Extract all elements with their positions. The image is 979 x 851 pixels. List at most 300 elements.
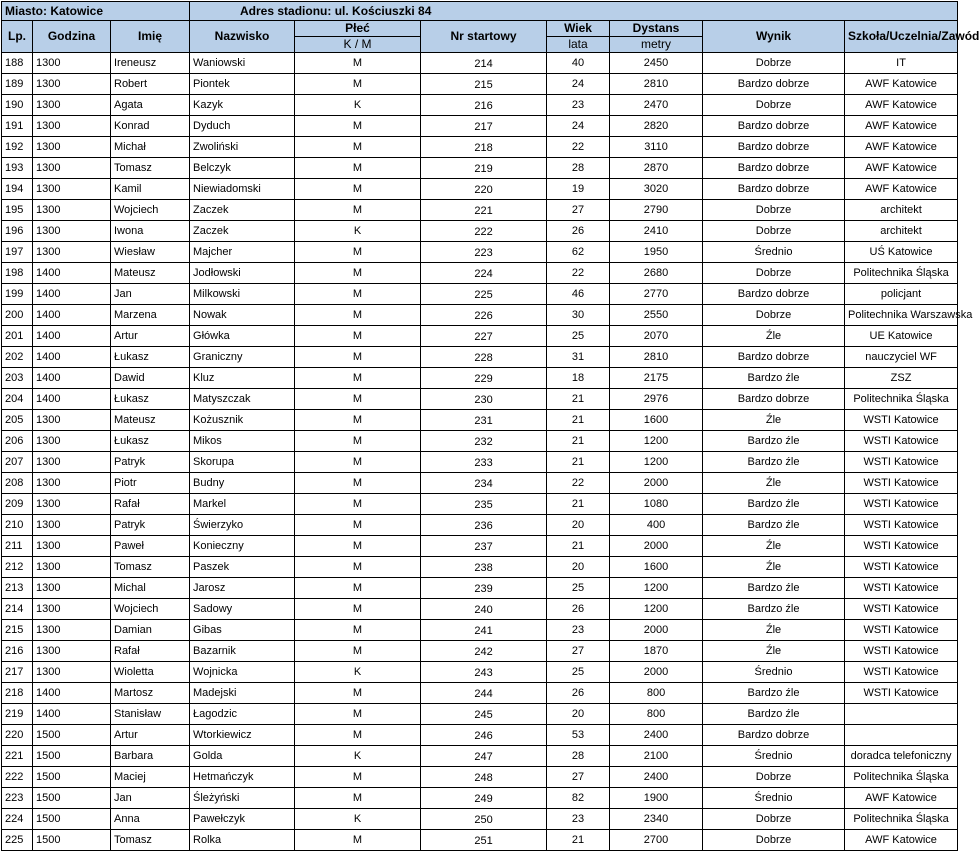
cell-start-no[interactable]: 219 xyxy=(421,158,547,179)
cell-first-name[interactable]: Konrad xyxy=(111,116,190,137)
cell-start-no[interactable]: 232 xyxy=(421,431,547,452)
cell-first-name[interactable]: Wioletta xyxy=(111,662,190,683)
cell-last-name[interactable]: Zaczek xyxy=(190,200,295,221)
cell-sex[interactable]: M xyxy=(295,725,421,746)
cell-first-name[interactable]: Barbara xyxy=(111,746,190,767)
cell-time[interactable]: 1300 xyxy=(33,179,111,200)
cell-age[interactable]: 62 xyxy=(547,242,610,263)
cell-sex[interactable]: M xyxy=(295,74,421,95)
cell-time[interactable]: 1300 xyxy=(33,641,111,662)
cell-result[interactable]: Bardzo dobrze xyxy=(703,725,845,746)
cell-lp[interactable]: 209 xyxy=(2,494,33,515)
cell-school[interactable]: WSTI Katowice xyxy=(845,431,958,452)
cell-last-name[interactable]: Konieczny xyxy=(190,536,295,557)
cell-age[interactable]: 22 xyxy=(547,473,610,494)
cell-start-no[interactable]: 249 xyxy=(421,788,547,809)
cell-school[interactable]: IT xyxy=(845,53,958,74)
cell-age[interactable]: 22 xyxy=(547,263,610,284)
cell-sex[interactable]: M xyxy=(295,305,421,326)
cell-last-name[interactable]: Waniowski xyxy=(190,53,295,74)
cell-school[interactable]: WSTI Katowice xyxy=(845,641,958,662)
cell-time[interactable]: 1400 xyxy=(33,368,111,389)
cell-school[interactable]: WSTI Katowice xyxy=(845,536,958,557)
cell-result[interactable]: Dobrze xyxy=(703,221,845,242)
cell-last-name[interactable]: Budny xyxy=(190,473,295,494)
cell-time[interactable]: 1300 xyxy=(33,431,111,452)
cell-lp[interactable]: 202 xyxy=(2,347,33,368)
cell-lp[interactable]: 196 xyxy=(2,221,33,242)
cell-start-no[interactable]: 222 xyxy=(421,221,547,242)
cell-start-no[interactable]: 228 xyxy=(421,347,547,368)
cell-lp[interactable]: 204 xyxy=(2,389,33,410)
cell-sex[interactable]: M xyxy=(295,473,421,494)
cell-time[interactable]: 1400 xyxy=(33,389,111,410)
cell-sex[interactable]: M xyxy=(295,410,421,431)
cell-first-name[interactable]: Rafał xyxy=(111,641,190,662)
cell-age[interactable]: 30 xyxy=(547,305,610,326)
cell-first-name[interactable]: Kamil xyxy=(111,179,190,200)
cell-sex[interactable]: M xyxy=(295,557,421,578)
cell-school[interactable]: policjant xyxy=(845,284,958,305)
cell-lp[interactable]: 195 xyxy=(2,200,33,221)
cell-first-name[interactable]: Patryk xyxy=(111,452,190,473)
cell-result[interactable]: Bardzo dobrze xyxy=(703,137,845,158)
cell-time[interactable]: 1300 xyxy=(33,494,111,515)
cell-start-no[interactable]: 215 xyxy=(421,74,547,95)
cell-last-name[interactable]: Hetmańczyk xyxy=(190,767,295,788)
cell-school[interactable]: AWF Katowice xyxy=(845,179,958,200)
cell-lp[interactable]: 219 xyxy=(2,704,33,725)
cell-start-no[interactable]: 243 xyxy=(421,662,547,683)
cell-school[interactable]: WSTI Katowice xyxy=(845,620,958,641)
cell-distance[interactable]: 3110 xyxy=(610,137,703,158)
cell-lp[interactable]: 216 xyxy=(2,641,33,662)
cell-last-name[interactable]: Niewiadomski xyxy=(190,179,295,200)
cell-first-name[interactable]: Artur xyxy=(111,326,190,347)
cell-lp[interactable]: 224 xyxy=(2,809,33,830)
cell-distance[interactable]: 2770 xyxy=(610,284,703,305)
cell-age[interactable]: 82 xyxy=(547,788,610,809)
cell-time[interactable]: 1300 xyxy=(33,95,111,116)
cell-school[interactable] xyxy=(845,725,958,746)
cell-school[interactable]: AWF Katowice xyxy=(845,95,958,116)
cell-school[interactable]: AWF Katowice xyxy=(845,158,958,179)
cell-distance[interactable]: 2175 xyxy=(610,368,703,389)
cell-start-no[interactable]: 240 xyxy=(421,599,547,620)
cell-first-name[interactable]: Jan xyxy=(111,788,190,809)
cell-distance[interactable]: 1200 xyxy=(610,578,703,599)
cell-start-no[interactable]: 239 xyxy=(421,578,547,599)
cell-start-no[interactable]: 245 xyxy=(421,704,547,725)
cell-distance[interactable]: 400 xyxy=(610,515,703,536)
cell-sex[interactable]: M xyxy=(295,116,421,137)
cell-age[interactable]: 24 xyxy=(547,74,610,95)
cell-first-name[interactable]: Ireneusz xyxy=(111,53,190,74)
cell-school[interactable]: WSTI Katowice xyxy=(845,662,958,683)
cell-sex[interactable]: M xyxy=(295,830,421,851)
cell-lp[interactable]: 190 xyxy=(2,95,33,116)
cell-last-name[interactable]: Dyduch xyxy=(190,116,295,137)
cell-sex[interactable]: M xyxy=(295,704,421,725)
cell-result[interactable]: Dobrze xyxy=(703,95,845,116)
cell-result[interactable]: Źle xyxy=(703,620,845,641)
cell-time[interactable]: 1500 xyxy=(33,746,111,767)
cell-sex[interactable]: M xyxy=(295,578,421,599)
cell-school[interactable]: WSTI Katowice xyxy=(845,452,958,473)
cell-distance[interactable]: 1900 xyxy=(610,788,703,809)
cell-start-no[interactable]: 242 xyxy=(421,641,547,662)
cell-last-name[interactable]: Madejski xyxy=(190,683,295,704)
cell-start-no[interactable]: 233 xyxy=(421,452,547,473)
cell-first-name[interactable]: Wojciech xyxy=(111,200,190,221)
cell-distance[interactable]: 3020 xyxy=(610,179,703,200)
cell-sex[interactable]: M xyxy=(295,536,421,557)
cell-distance[interactable]: 2450 xyxy=(610,53,703,74)
cell-last-name[interactable]: Śleżyński xyxy=(190,788,295,809)
cell-start-no[interactable]: 248 xyxy=(421,767,547,788)
cell-school[interactable] xyxy=(845,704,958,725)
cell-distance[interactable]: 1600 xyxy=(610,557,703,578)
cell-lp[interactable]: 208 xyxy=(2,473,33,494)
cell-result[interactable]: Dobrze xyxy=(703,53,845,74)
cell-sex[interactable]: M xyxy=(295,494,421,515)
cell-school[interactable]: WSTI Katowice xyxy=(845,557,958,578)
cell-sex[interactable]: M xyxy=(295,767,421,788)
cell-time[interactable]: 1400 xyxy=(33,284,111,305)
cell-sex[interactable]: M xyxy=(295,389,421,410)
cell-last-name[interactable]: Kluz xyxy=(190,368,295,389)
cell-age[interactable]: 21 xyxy=(547,830,610,851)
cell-distance[interactable]: 2100 xyxy=(610,746,703,767)
cell-lp[interactable]: 225 xyxy=(2,830,33,851)
cell-distance[interactable]: 1870 xyxy=(610,641,703,662)
cell-time[interactable]: 1300 xyxy=(33,74,111,95)
cell-distance[interactable]: 2400 xyxy=(610,725,703,746)
cell-school[interactable]: AWF Katowice xyxy=(845,788,958,809)
cell-last-name[interactable]: Skorupa xyxy=(190,452,295,473)
cell-first-name[interactable]: Wiesław xyxy=(111,242,190,263)
cell-time[interactable]: 1300 xyxy=(33,410,111,431)
cell-distance[interactable]: 1200 xyxy=(610,599,703,620)
cell-school[interactable]: AWF Katowice xyxy=(845,74,958,95)
cell-sex[interactable]: M xyxy=(295,515,421,536)
cell-sex[interactable]: M xyxy=(295,641,421,662)
cell-school[interactable]: nauczyciel WF xyxy=(845,347,958,368)
cell-first-name[interactable]: Stanisław xyxy=(111,704,190,725)
cell-last-name[interactable]: Gibas xyxy=(190,620,295,641)
cell-lp[interactable]: 215 xyxy=(2,620,33,641)
cell-result[interactable]: Bardzo dobrze xyxy=(703,179,845,200)
cell-age[interactable]: 31 xyxy=(547,347,610,368)
cell-start-no[interactable]: 250 xyxy=(421,809,547,830)
cell-age[interactable]: 25 xyxy=(547,578,610,599)
cell-lp[interactable]: 197 xyxy=(2,242,33,263)
cell-time[interactable]: 1300 xyxy=(33,578,111,599)
cell-result[interactable]: Dobrze xyxy=(703,263,845,284)
cell-age[interactable]: 18 xyxy=(547,368,610,389)
cell-sex[interactable]: M xyxy=(295,284,421,305)
cell-start-no[interactable]: 218 xyxy=(421,137,547,158)
cell-sex[interactable]: M xyxy=(295,158,421,179)
cell-start-no[interactable]: 216 xyxy=(421,95,547,116)
cell-result[interactable]: Dobrze xyxy=(703,809,845,830)
cell-sex[interactable]: M xyxy=(295,347,421,368)
cell-distance[interactable]: 2680 xyxy=(610,263,703,284)
cell-school[interactable]: AWF Katowice xyxy=(845,830,958,851)
cell-age[interactable]: 23 xyxy=(547,620,610,641)
cell-age[interactable]: 20 xyxy=(547,704,610,725)
cell-start-no[interactable]: 247 xyxy=(421,746,547,767)
cell-distance[interactable]: 2000 xyxy=(610,473,703,494)
cell-first-name[interactable]: Piotr xyxy=(111,473,190,494)
cell-age[interactable]: 24 xyxy=(547,116,610,137)
cell-age[interactable]: 26 xyxy=(547,221,610,242)
cell-time[interactable]: 1500 xyxy=(33,767,111,788)
cell-school[interactable]: WSTI Katowice xyxy=(845,578,958,599)
cell-sex[interactable]: K xyxy=(295,221,421,242)
cell-school[interactable]: UŚ Katowice xyxy=(845,242,958,263)
cell-sex[interactable]: M xyxy=(295,242,421,263)
cell-lp[interactable]: 220 xyxy=(2,725,33,746)
cell-school[interactable]: WSTI Katowice xyxy=(845,410,958,431)
cell-result[interactable]: Bardzo źle xyxy=(703,704,845,725)
cell-first-name[interactable]: Iwona xyxy=(111,221,190,242)
cell-distance[interactable]: 2810 xyxy=(610,347,703,368)
cell-sex[interactable]: K xyxy=(295,95,421,116)
cell-school[interactable]: Politechnika Śląska xyxy=(845,389,958,410)
cell-result[interactable]: Średnio xyxy=(703,242,845,263)
cell-age[interactable]: 25 xyxy=(547,662,610,683)
cell-distance[interactable]: 2410 xyxy=(610,221,703,242)
cell-first-name[interactable]: Michal xyxy=(111,578,190,599)
cell-time[interactable]: 1500 xyxy=(33,809,111,830)
cell-distance[interactable]: 800 xyxy=(610,704,703,725)
cell-age[interactable]: 28 xyxy=(547,158,610,179)
cell-distance[interactable]: 2070 xyxy=(610,326,703,347)
cell-result[interactable]: Bardzo dobrze xyxy=(703,347,845,368)
cell-age[interactable]: 26 xyxy=(547,599,610,620)
cell-lp[interactable]: 212 xyxy=(2,557,33,578)
cell-result[interactable]: Bardzo źle xyxy=(703,452,845,473)
cell-distance[interactable]: 2810 xyxy=(610,74,703,95)
cell-last-name[interactable]: Belczyk xyxy=(190,158,295,179)
cell-result[interactable]: Bardzo dobrze xyxy=(703,284,845,305)
cell-sex[interactable]: M xyxy=(295,53,421,74)
cell-time[interactable]: 1300 xyxy=(33,473,111,494)
cell-lp[interactable]: 221 xyxy=(2,746,33,767)
cell-sex[interactable]: K xyxy=(295,662,421,683)
cell-lp[interactable]: 188 xyxy=(2,53,33,74)
cell-sex[interactable]: M xyxy=(295,368,421,389)
cell-lp[interactable]: 200 xyxy=(2,305,33,326)
cell-start-no[interactable]: 223 xyxy=(421,242,547,263)
cell-school[interactable]: AWF Katowice xyxy=(845,137,958,158)
cell-lp[interactable]: 203 xyxy=(2,368,33,389)
cell-school[interactable]: WSTI Katowice xyxy=(845,599,958,620)
cell-sex[interactable]: M xyxy=(295,137,421,158)
cell-first-name[interactable]: Mateusz xyxy=(111,410,190,431)
cell-start-no[interactable]: 229 xyxy=(421,368,547,389)
cell-lp[interactable]: 210 xyxy=(2,515,33,536)
cell-result[interactable]: Źle xyxy=(703,326,845,347)
cell-age[interactable]: 21 xyxy=(547,452,610,473)
cell-distance[interactable]: 1600 xyxy=(610,410,703,431)
cell-distance[interactable]: 800 xyxy=(610,683,703,704)
cell-first-name[interactable]: Łukasz xyxy=(111,347,190,368)
cell-first-name[interactable]: Agata xyxy=(111,95,190,116)
cell-last-name[interactable]: Wojnicka xyxy=(190,662,295,683)
cell-first-name[interactable]: Damian xyxy=(111,620,190,641)
cell-time[interactable]: 1300 xyxy=(33,137,111,158)
cell-start-no[interactable]: 230 xyxy=(421,389,547,410)
cell-distance[interactable]: 2470 xyxy=(610,95,703,116)
cell-start-no[interactable]: 231 xyxy=(421,410,547,431)
cell-start-no[interactable]: 237 xyxy=(421,536,547,557)
cell-sex[interactable]: M xyxy=(295,620,421,641)
cell-last-name[interactable]: Jarosz xyxy=(190,578,295,599)
cell-start-no[interactable]: 221 xyxy=(421,200,547,221)
cell-last-name[interactable]: Majcher xyxy=(190,242,295,263)
cell-school[interactable]: WSTI Katowice xyxy=(845,683,958,704)
cell-distance[interactable]: 2976 xyxy=(610,389,703,410)
cell-school[interactable]: Politechnika Śląska xyxy=(845,263,958,284)
cell-first-name[interactable]: Patryk xyxy=(111,515,190,536)
cell-time[interactable]: 1400 xyxy=(33,263,111,284)
cell-start-no[interactable]: 226 xyxy=(421,305,547,326)
cell-time[interactable]: 1300 xyxy=(33,557,111,578)
cell-first-name[interactable]: Martosz xyxy=(111,683,190,704)
cell-distance[interactable]: 1200 xyxy=(610,431,703,452)
cell-result[interactable]: Źle xyxy=(703,473,845,494)
cell-lp[interactable]: 191 xyxy=(2,116,33,137)
cell-distance[interactable]: 2000 xyxy=(610,536,703,557)
cell-time[interactable]: 1300 xyxy=(33,599,111,620)
cell-time[interactable]: 1500 xyxy=(33,725,111,746)
cell-first-name[interactable]: Tomasz xyxy=(111,557,190,578)
cell-distance[interactable]: 1200 xyxy=(610,452,703,473)
cell-result[interactable]: Średnio xyxy=(703,746,845,767)
cell-distance[interactable]: 2000 xyxy=(610,620,703,641)
cell-result[interactable]: Bardzo źle xyxy=(703,494,845,515)
cell-time[interactable]: 1300 xyxy=(33,200,111,221)
cell-result[interactable]: Bardzo źle xyxy=(703,515,845,536)
cell-lp[interactable]: 198 xyxy=(2,263,33,284)
cell-last-name[interactable]: Zaczek xyxy=(190,221,295,242)
cell-last-name[interactable]: Nowak xyxy=(190,305,295,326)
cell-school[interactable]: WSTI Katowice xyxy=(845,494,958,515)
cell-lp[interactable]: 222 xyxy=(2,767,33,788)
cell-school[interactable]: doradca telefoniczny xyxy=(845,746,958,767)
cell-last-name[interactable]: Pawełczyk xyxy=(190,809,295,830)
cell-school[interactable]: architekt xyxy=(845,221,958,242)
cell-sex[interactable]: M xyxy=(295,599,421,620)
cell-distance[interactable]: 1950 xyxy=(610,242,703,263)
cell-first-name[interactable]: Rafał xyxy=(111,494,190,515)
cell-lp[interactable]: 206 xyxy=(2,431,33,452)
cell-first-name[interactable]: Artur xyxy=(111,725,190,746)
cell-age[interactable]: 46 xyxy=(547,284,610,305)
cell-first-name[interactable]: Paweł xyxy=(111,536,190,557)
cell-lp[interactable]: 193 xyxy=(2,158,33,179)
cell-result[interactable]: Bardzo źle xyxy=(703,599,845,620)
cell-lp[interactable]: 213 xyxy=(2,578,33,599)
cell-start-no[interactable]: 225 xyxy=(421,284,547,305)
cell-last-name[interactable]: Zwoliński xyxy=(190,137,295,158)
cell-school[interactable]: Politechnika Warszawska xyxy=(845,305,958,326)
cell-school[interactable]: Politechnika Śląska xyxy=(845,767,958,788)
cell-time[interactable]: 1300 xyxy=(33,452,111,473)
cell-first-name[interactable]: Tomasz xyxy=(111,830,190,851)
cell-age[interactable]: 23 xyxy=(547,809,610,830)
cell-distance[interactable]: 2400 xyxy=(610,767,703,788)
cell-lp[interactable]: 189 xyxy=(2,74,33,95)
cell-sex[interactable]: M xyxy=(295,326,421,347)
cell-start-no[interactable]: 227 xyxy=(421,326,547,347)
cell-age[interactable]: 21 xyxy=(547,494,610,515)
cell-sex[interactable]: M xyxy=(295,200,421,221)
cell-last-name[interactable]: Paszek xyxy=(190,557,295,578)
cell-age[interactable]: 21 xyxy=(547,389,610,410)
cell-time[interactable]: 1300 xyxy=(33,116,111,137)
cell-first-name[interactable]: Łukasz xyxy=(111,431,190,452)
cell-time[interactable]: 1500 xyxy=(33,830,111,851)
cell-time[interactable]: 1300 xyxy=(33,221,111,242)
cell-first-name[interactable]: Marzena xyxy=(111,305,190,326)
cell-age[interactable]: 20 xyxy=(547,515,610,536)
cell-lp[interactable]: 201 xyxy=(2,326,33,347)
cell-first-name[interactable]: Mateusz xyxy=(111,263,190,284)
cell-start-no[interactable]: 224 xyxy=(421,263,547,284)
cell-last-name[interactable]: Milkowski xyxy=(190,284,295,305)
cell-start-no[interactable]: 251 xyxy=(421,830,547,851)
cell-time[interactable]: 1300 xyxy=(33,662,111,683)
cell-last-name[interactable]: Kożusznik xyxy=(190,410,295,431)
cell-result[interactable]: Źle xyxy=(703,536,845,557)
cell-last-name[interactable]: Mikos xyxy=(190,431,295,452)
cell-result[interactable]: Bardzo źle xyxy=(703,368,845,389)
cell-sex[interactable]: M xyxy=(295,431,421,452)
cell-start-no[interactable]: 246 xyxy=(421,725,547,746)
cell-school[interactable]: architekt xyxy=(845,200,958,221)
cell-time[interactable]: 1400 xyxy=(33,704,111,725)
cell-start-no[interactable]: 241 xyxy=(421,620,547,641)
cell-time[interactable]: 1300 xyxy=(33,158,111,179)
cell-last-name[interactable]: Łagodzic xyxy=(190,704,295,725)
cell-age[interactable]: 21 xyxy=(547,431,610,452)
cell-distance[interactable]: 2790 xyxy=(610,200,703,221)
cell-school[interactable]: WSTI Katowice xyxy=(845,473,958,494)
cell-result[interactable]: Źle xyxy=(703,557,845,578)
cell-last-name[interactable]: Matyszczak xyxy=(190,389,295,410)
cell-school[interactable]: AWF Katowice xyxy=(845,116,958,137)
cell-start-no[interactable]: 235 xyxy=(421,494,547,515)
cell-lp[interactable]: 194 xyxy=(2,179,33,200)
cell-result[interactable]: Bardzo dobrze xyxy=(703,116,845,137)
cell-school[interactable]: WSTI Katowice xyxy=(845,515,958,536)
cell-time[interactable]: 1300 xyxy=(33,53,111,74)
cell-last-name[interactable]: Jodłowski xyxy=(190,263,295,284)
cell-last-name[interactable]: Główka xyxy=(190,326,295,347)
cell-age[interactable]: 27 xyxy=(547,200,610,221)
cell-first-name[interactable]: Jan xyxy=(111,284,190,305)
cell-lp[interactable]: 211 xyxy=(2,536,33,557)
cell-age[interactable]: 40 xyxy=(547,53,610,74)
cell-time[interactable]: 1300 xyxy=(33,515,111,536)
cell-distance[interactable]: 2000 xyxy=(610,662,703,683)
cell-lp[interactable]: 192 xyxy=(2,137,33,158)
cell-start-no[interactable]: 238 xyxy=(421,557,547,578)
cell-sex[interactable]: M xyxy=(295,263,421,284)
